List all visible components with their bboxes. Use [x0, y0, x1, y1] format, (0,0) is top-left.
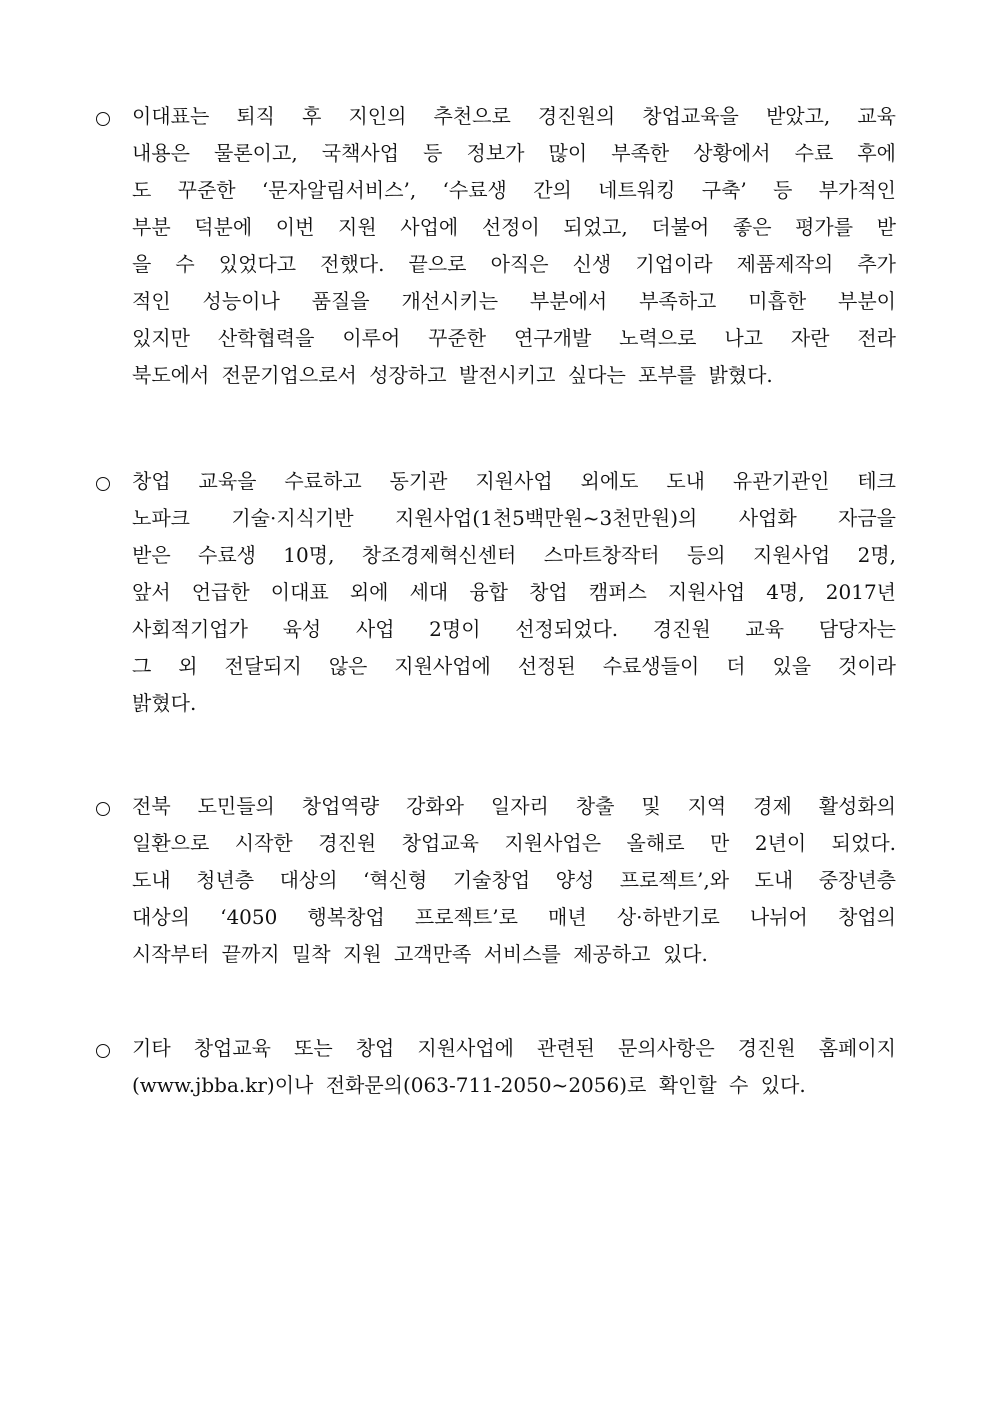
text-line: 밝혔다.: [132, 691, 197, 715]
paragraph-text: [132, 463, 896, 722]
text-line: 그 외 전달되지 않은 지원사업에 선정된 수료생들이 더 있을 것이라: [132, 654, 896, 678]
paragraph-text: [132, 1030, 896, 1104]
circle-bullet-icon: [96, 1030, 116, 1067]
circle-bullet-icon: [96, 98, 116, 135]
paragraph-text: [132, 98, 896, 394]
text-line: 부분 덕분에 이번 지원 사업에 선정이 되었고, 더불어 좋은 평가를 받: [132, 215, 896, 239]
circle-bullet-icon: [96, 463, 116, 500]
text-line: (www.jbba.kr)이나 전화문의(063-711-2050~2056)로 확인할 수 있다.: [132, 1073, 806, 1097]
text-line: 을 수 있었다고 전했다. 끝으로 아직은 신생 기업이라 제품제작의 추가: [132, 252, 896, 276]
text-line: 대상의 ‘4050 행복창업 프로젝트’로 매년 상·하반기로 나뉘어 창업의: [132, 905, 896, 929]
text-line: 전북 도민들의 창업역량 강화와 일자리 창출 및 지역 경제 활성화의: [132, 794, 896, 818]
text-line: 창업 교육을 수료하고 동기관 지원사업 외에도 도내 유관기관인 테크: [132, 469, 896, 493]
text-line: 북도에서 전문기업으로서 성장하고 발전시키고 싶다는 포부를 밝혔다.: [132, 363, 773, 387]
circle-bullet-icon: [96, 788, 116, 825]
text-line: 적인 성능이나 품질을 개선시키는 부분에서 부족하고 미흡한 부분이: [132, 289, 896, 313]
paragraph-text: [132, 788, 896, 973]
text-line: 앞서 언급한 이대표 외에 세대 융합 창업 캠퍼스 지원사업 4명, 2017년: [132, 580, 896, 604]
text-line: 있지만 산학협력을 이루어 꾸준한 연구개발 노력으로 나고 자란 전라: [132, 326, 896, 350]
text-line: 내용은 물론이고, 국책사업 등 정보가 많이 부족한 상황에서 수료 후에: [132, 141, 896, 165]
text-line: 도내 청년층 대상의 ‘혁신형 기술창업 양성 프로젝트’,와 도내 중장년층: [132, 868, 896, 892]
text-line: 노파크 기술·지식기반 지원사업(1천5백만원~3천만원)의 사업화 자금을: [132, 506, 896, 530]
text-line: 받은 수료생 10명, 창조경제혁신센터 스마트창작터 등의 지원사업 2명,: [132, 543, 896, 567]
text-line: 시작부터 끝까지 밀착 지원 고객만족 서비스를 제공하고 있다.: [132, 942, 708, 966]
text-line: 일환으로 시작한 경진원 창업교육 지원사업은 올해로 만 2년이 되었다.: [132, 831, 896, 855]
text-line: 도 꾸준한 ‘문자알림서비스’, ‘수료생 간의 네트워킹 구축’ 등 부가적인: [132, 178, 896, 202]
text-line: 기타 창업교육 또는 창업 지원사업에 관련된 문의사항은 경진원 홈페이지: [132, 1036, 896, 1060]
text-line: 이대표는 퇴직 후 지인의 추천으로 경진원의 창업교육을 받았고, 교육: [132, 104, 896, 128]
text-line: 사회적기업가 육성 사업 2명이 선정되었다. 경진원 교육 담당자는: [132, 617, 896, 641]
